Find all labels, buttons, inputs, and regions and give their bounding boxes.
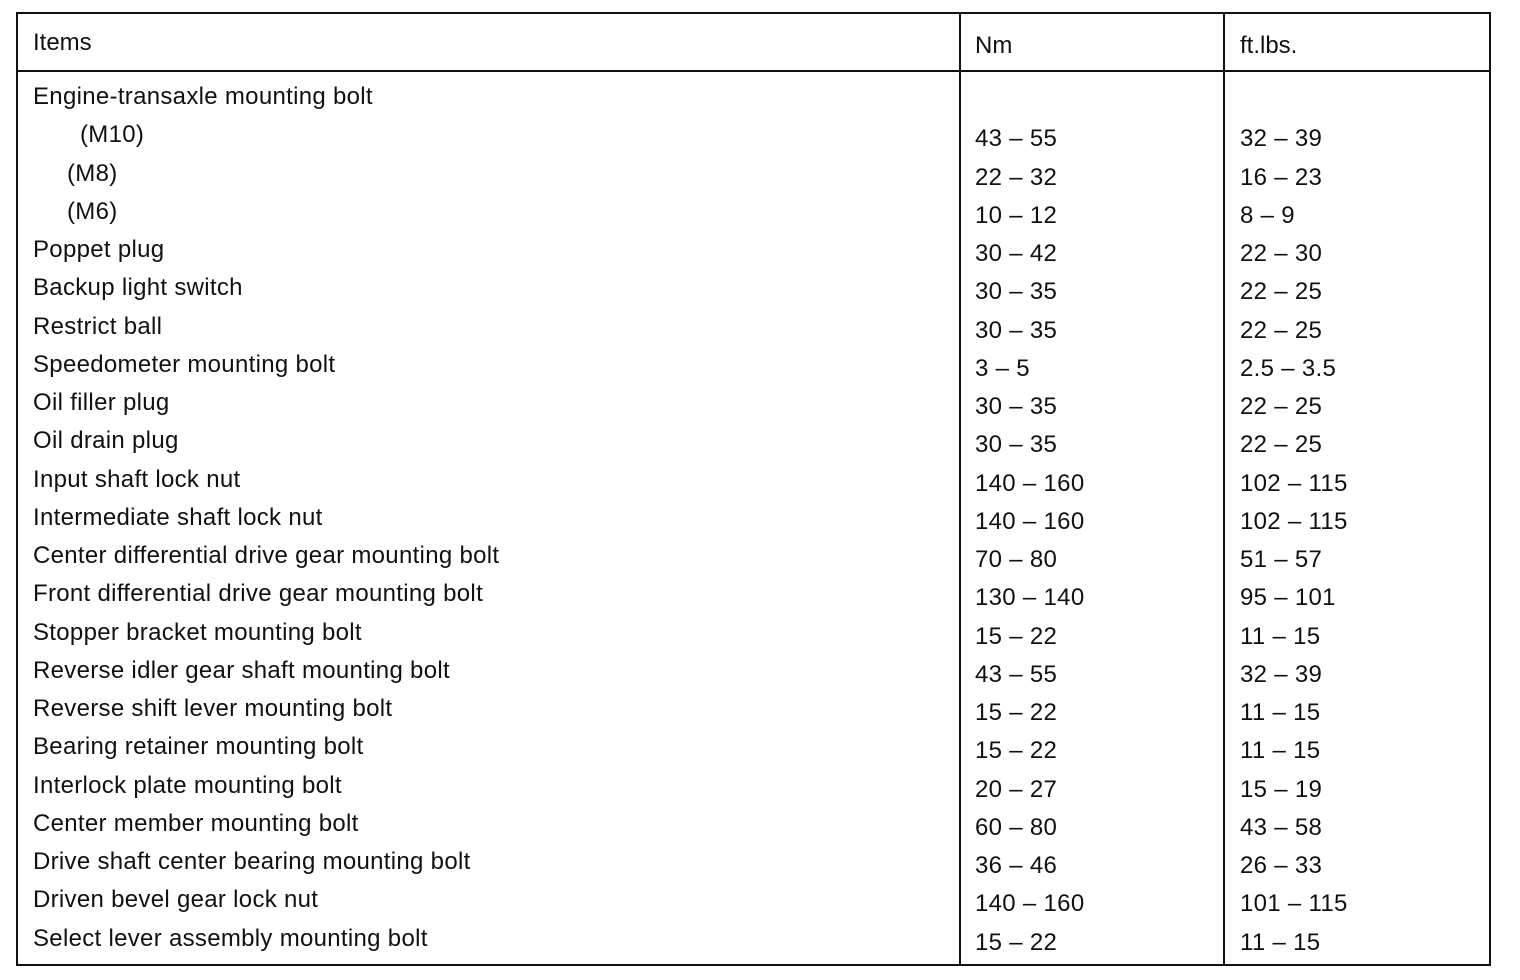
item-cell: Restrict ball [33,312,163,340]
table-row [18,312,1489,350]
item-cell: Engine-transaxle mounting bolt [33,83,373,110]
ftlbs-cell: 32 – 39 [1240,660,1323,688]
ftlbs-cell: 15 – 19 [1240,775,1323,803]
item-cell: Oil drain plug [33,427,179,455]
nm-cell: 20 – 27 [975,775,1058,803]
torque-spec-table [16,12,1491,966]
item-cell: (M10) [80,121,145,149]
nm-cell: 30 – 35 [975,431,1058,459]
table-row [18,197,1489,235]
item-cell: (M6) [67,197,118,225]
table-row [18,809,1489,847]
header-ftlbs: ft.lbs. [1240,32,1298,59]
header-items: Items [33,29,92,56]
table-row [18,465,1489,503]
ftlbs-cell: 8 – 9 [1240,201,1295,229]
ftlbs-cell: 102 – 115 [1240,507,1348,535]
nm-cell: 30 – 35 [975,316,1058,344]
item-cell: Reverse idler gear shaft mounting bolt [33,656,450,684]
ftlbs-cell: 51 – 57 [1240,546,1323,573]
nm-cell: 15 – 22 [975,928,1058,956]
item-cell: Stopper bracket mounting bolt [33,618,362,646]
table-row [18,541,1489,579]
ftlbs-cell: 32 – 39 [1240,125,1323,153]
ftlbs-cell: 102 – 115 [1240,469,1348,497]
table-row [18,350,1489,388]
table-row [18,82,1489,120]
item-cell: Oil filler plug [33,389,170,416]
item-cell: Reverse shift lever mounting bolt [33,695,393,722]
table-row [18,388,1489,426]
nm-cell: 22 – 32 [975,163,1058,191]
ftlbs-cell: 2.5 – 3.5 [1240,354,1337,382]
ftlbs-cell: 11 – 15 [1240,699,1321,726]
nm-cell: 30 – 35 [975,393,1058,420]
table-row [18,426,1489,464]
table-row [18,885,1489,923]
item-cell: Drive shaft center bearing mounting bolt [33,848,471,875]
table-row [18,120,1489,158]
item-cell: Driven bevel gear lock nut [33,886,319,914]
table-row [18,159,1489,197]
table-row [18,235,1489,273]
nm-cell: 140 – 160 [975,507,1085,535]
nm-cell: 43 – 55 [975,660,1058,688]
ftlbs-cell: 101 – 115 [1240,890,1348,918]
item-cell: Center member mounting bolt [33,809,359,837]
nm-cell: 36 – 46 [975,852,1058,879]
ftlbs-cell: 22 – 25 [1240,393,1323,420]
nm-cell: 3 – 5 [975,354,1030,382]
ftlbs-cell: 16 – 23 [1240,163,1323,191]
table-row [18,503,1489,541]
item-cell: Select lever assembly mounting bolt [33,924,428,952]
item-cell: (M8) [67,159,118,187]
nm-cell: 60 – 80 [975,813,1058,841]
ftlbs-cell: 22 – 25 [1240,278,1323,306]
item-cell: Backup light switch [33,274,243,302]
item-cell: Speedometer mounting bolt [33,350,336,378]
ftlbs-cell: 22 – 25 [1240,316,1323,344]
nm-cell: 30 – 42 [975,240,1058,267]
table-row [18,924,1489,962]
table-row [18,694,1489,732]
nm-cell: 15 – 22 [975,622,1058,650]
nm-cell: 43 – 55 [975,125,1058,153]
table-row [18,656,1489,694]
ftlbs-cell: 22 – 30 [1240,240,1323,267]
nm-cell: 140 – 160 [975,890,1085,918]
ftlbs-cell: 95 – 101 [1240,584,1336,612]
item-cell: Bearing retainer mounting bolt [33,733,364,761]
nm-cell: 70 – 80 [975,546,1058,573]
nm-cell: 15 – 22 [975,699,1058,726]
nm-cell: 130 – 140 [975,584,1085,612]
ftlbs-cell: 11 – 15 [1240,737,1321,765]
ftlbs-cell: 43 – 58 [1240,813,1323,841]
table-row [18,273,1489,311]
nm-cell: 15 – 22 [975,737,1058,765]
item-cell: Center differential drive gear mounting bolt [33,542,500,569]
header-divider [18,70,1489,72]
table-row [18,771,1489,809]
table-row [18,847,1489,885]
item-cell: Intermediate shaft lock nut [33,503,323,531]
header-nm: Nm [975,32,1013,59]
ftlbs-cell: 26 – 33 [1240,852,1323,879]
item-cell: Poppet plug [33,236,165,263]
table-row [18,732,1489,770]
item-cell: Front differential drive gear mounting bolt [33,580,484,608]
ftlbs-cell: 11 – 15 [1240,622,1321,650]
table-row [18,579,1489,617]
ftlbs-cell: 22 – 25 [1240,431,1323,459]
nm-cell: 30 – 35 [975,278,1058,306]
nm-cell: 140 – 160 [975,469,1085,497]
nm-cell: 10 – 12 [975,201,1058,229]
table-row [18,618,1489,656]
table-body [18,82,1489,962]
ftlbs-cell: 11 – 15 [1240,928,1321,956]
item-cell: Interlock plate mounting bolt [33,771,342,799]
item-cell: Input shaft lock nut [33,465,241,493]
